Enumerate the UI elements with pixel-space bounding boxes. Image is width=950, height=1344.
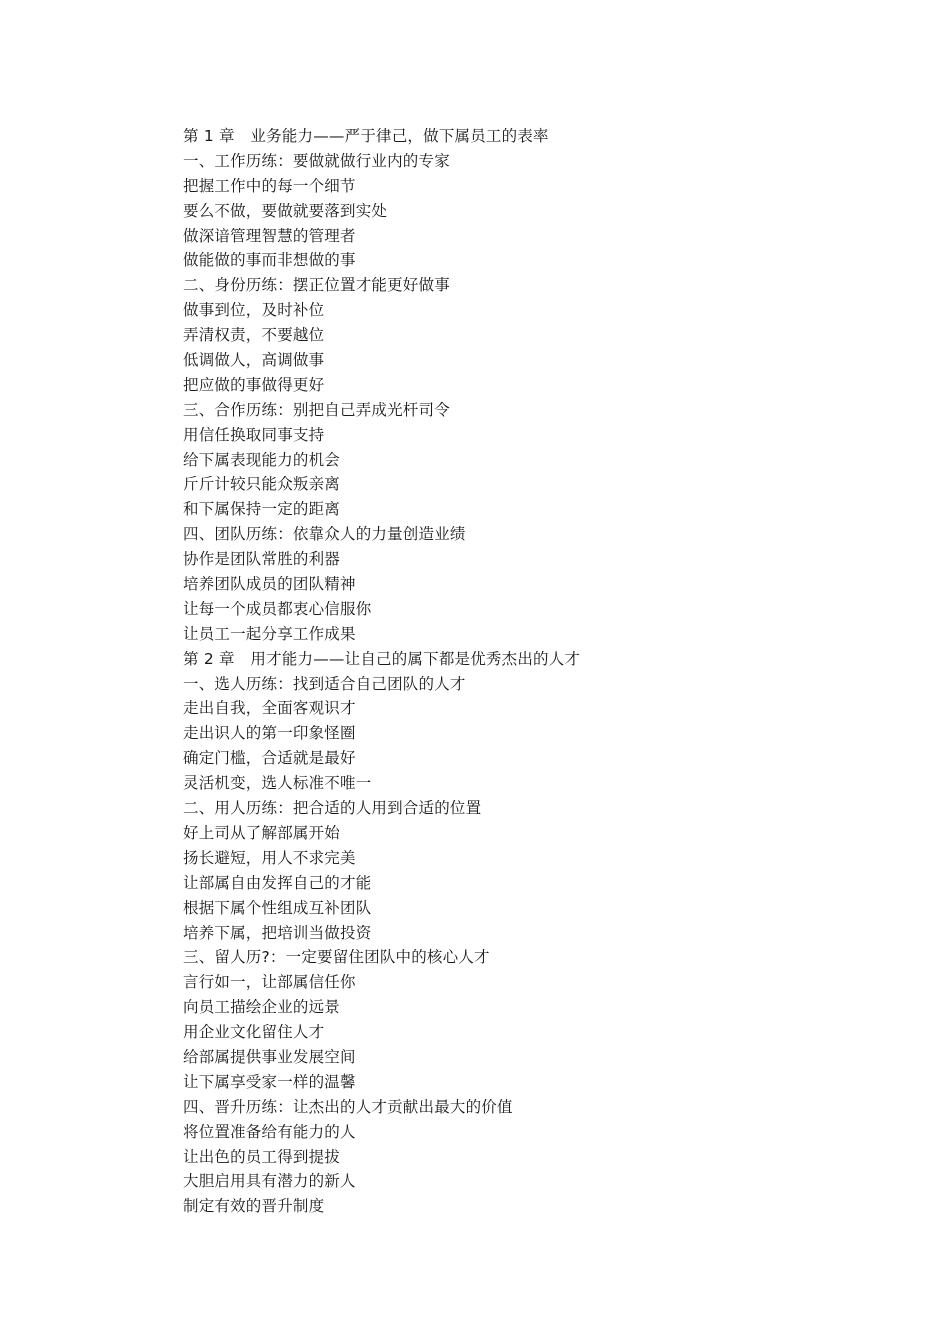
outline-item: 灵活机变，选人标准不唯一 [183,774,372,793]
outline-item: 走出自我，全面客观识才 [183,699,356,718]
chapter-heading: 第 2 章 用才能力——让自己的属下都是优秀杰出的人才 [183,649,581,668]
outline-item: 好上司从了解部属开始 [183,823,341,842]
outline-item: 斤斤计较只能众叛亲离 [183,475,341,494]
outline-item: 弄清权责，不要越位 [183,326,325,345]
outline-item: 言行如一，让部属信任你 [183,973,356,992]
section-heading: 三、留人历?：一定要留住团队中的核心人才 [183,948,490,967]
section-heading: 二、用人历练：把合适的人用到合适的位置 [183,799,482,818]
outline-item: 把应做的事做得更好 [183,375,325,394]
section-heading: 一、选人历练：找到适合自己团队的人才 [183,674,466,693]
outline-item: 根据下属个性组成互补团队 [183,898,372,917]
outline-item: 培养下属，把培训当做投资 [183,923,372,942]
chapter-heading: 第 1 章 业务能力——严于律己，做下属员工的表率 [183,127,549,145]
outline-item: 让员工一起分享工作成果 [183,624,356,643]
outline-item: 给部属提供事业发展空间 [183,1047,356,1066]
section-heading: 四、晋升历练：让杰出的人才贡献出最大的价值 [183,1097,513,1116]
outline-item: 让部属自由发挥自己的才能 [183,873,372,892]
outline-item: 扬长避短，用人不求完美 [183,848,356,867]
outline-item: 培养团队成员的团队精神 [183,575,356,594]
outline-item: 做能做的事而非想做的事 [183,251,356,270]
outline-item: 走出识人的第一印象怪圈 [183,724,356,743]
outline-item: 让出色的员工得到提拔 [183,1147,341,1166]
outline-text [183,124,883,1219]
outline-item: 把握工作中的每一个细节 [183,176,356,195]
outline-item: 让下属享受家一样的温馨 [183,1072,356,1091]
outline-item: 向员工描绘企业的远景 [183,998,341,1017]
outline-item: 做事到位，及时补位 [183,301,325,320]
section-heading: 一、工作历练：要做就做行业内的专家 [183,151,450,170]
outline-item: 将位置准备给有能力的人 [183,1122,356,1141]
outline-item: 要么不做，要做就要落到实处 [183,201,388,220]
outline-item: 大胆启用具有潜力的新人 [183,1172,356,1191]
outline-item: 低调做人，高调做事 [183,351,325,370]
outline-item: 和下属保持一定的距离 [183,500,341,519]
outline-item: 协作是团队常胜的利器 [183,550,341,569]
outline-item: 用信任换取同事支持 [183,425,325,444]
section-heading: 四、团队历练：依靠众人的力量创造业绩 [183,525,466,544]
outline-item: 用企业文化留住人才 [183,1023,325,1042]
outline-item: 制定有效的晋升制度 [183,1197,325,1216]
outline-item: 让每一个成员都衷心信服你 [183,599,372,618]
outline-item: 给下属表现能力的机会 [183,450,341,469]
section-heading: 三、合作历练：别把自己弄成光杆司令 [183,400,450,419]
section-heading: 二、身份历练：摆正位置才能更好做事 [183,276,450,295]
outline-item: 确定门槛，合适就是最好 [183,749,356,768]
outline-item: 做深谙管理智慧的管理者 [183,226,356,245]
